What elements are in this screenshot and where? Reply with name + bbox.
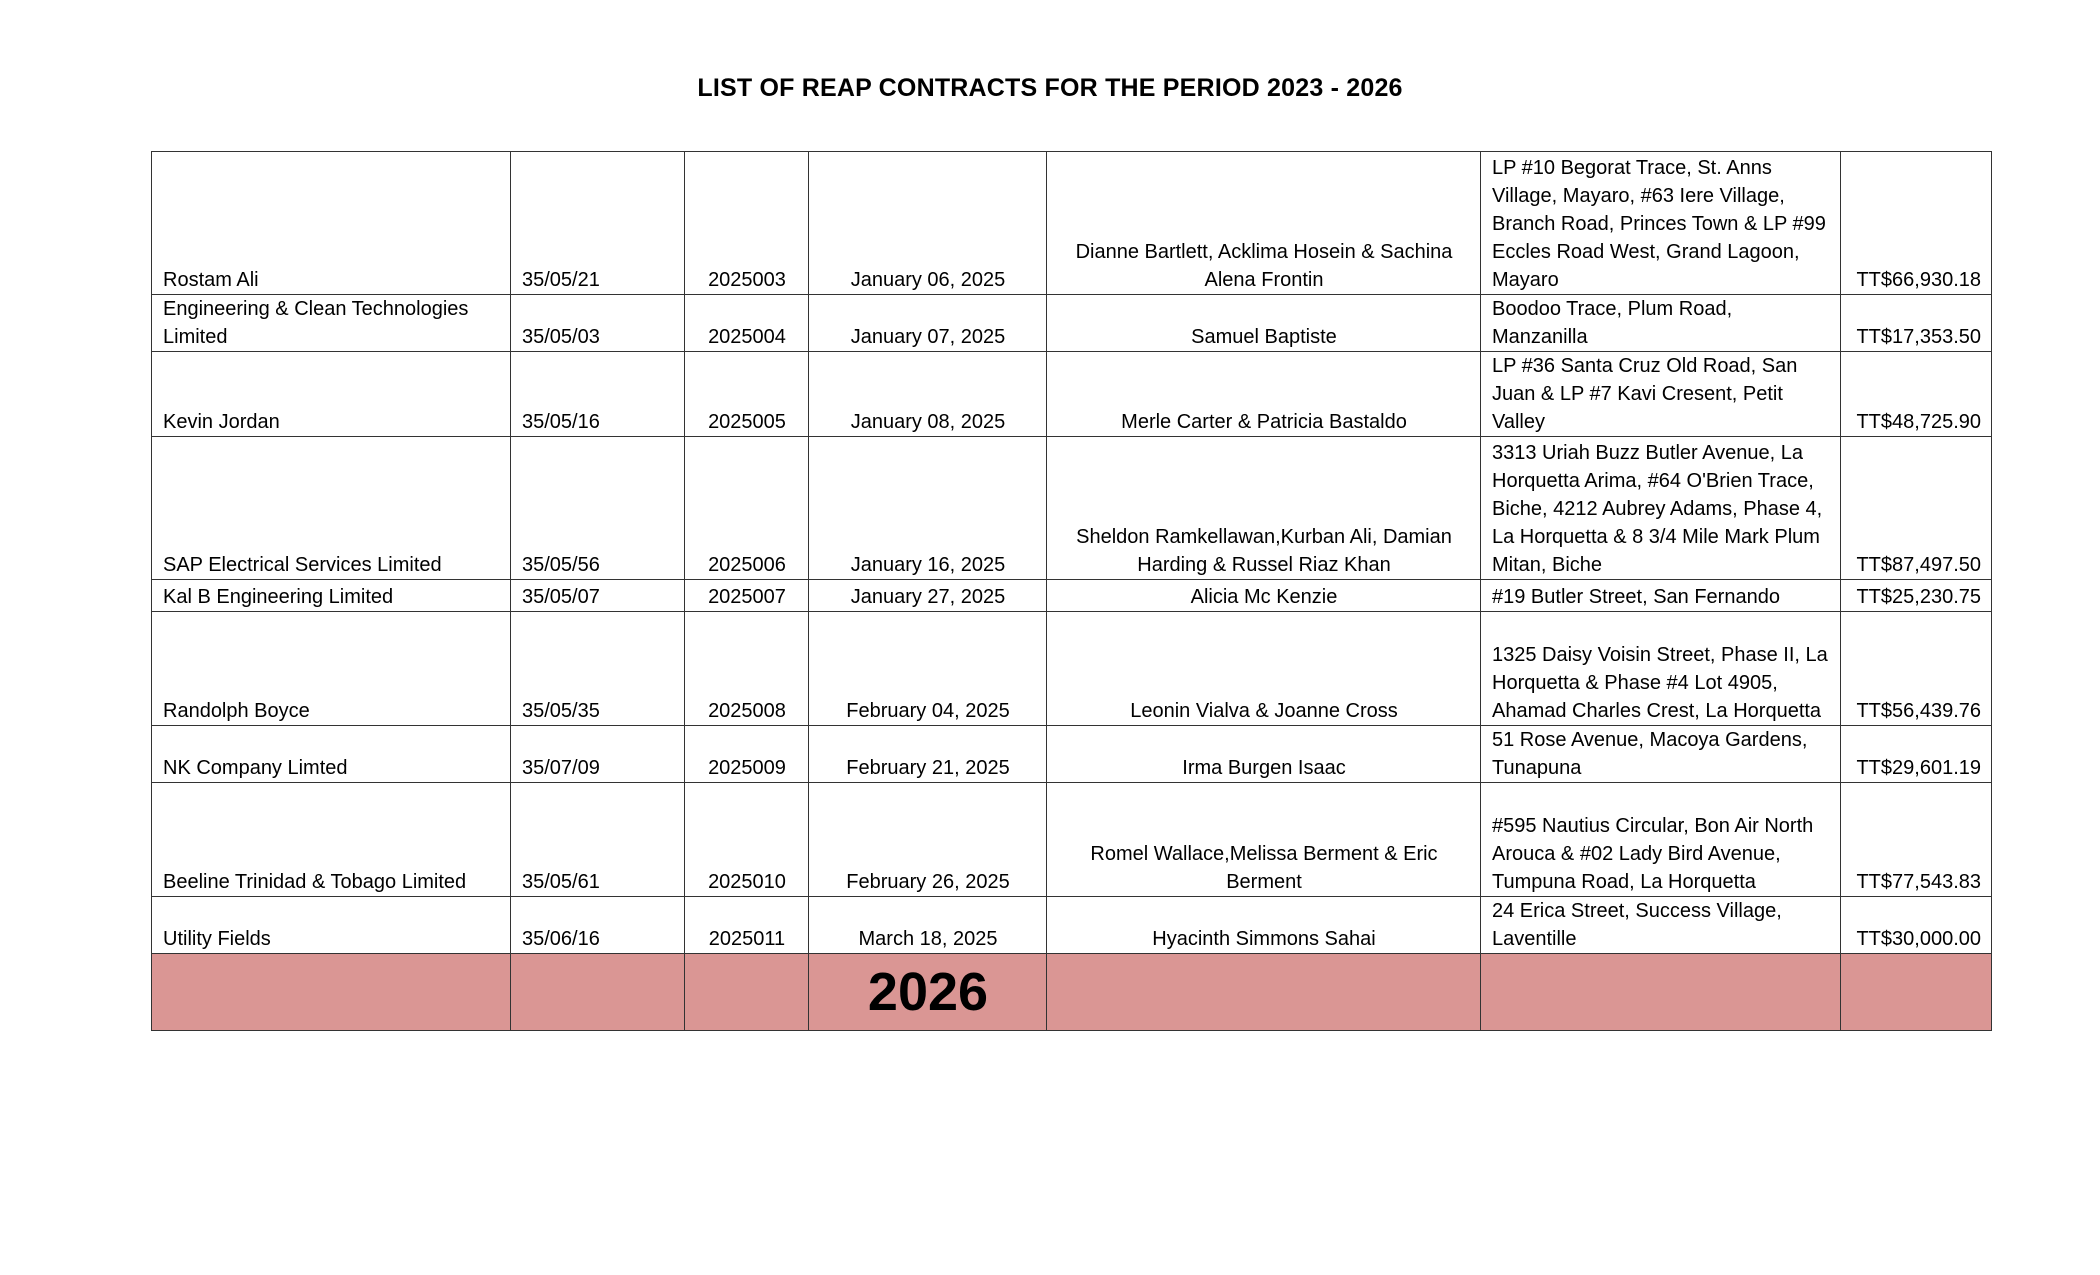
amount-cell: TT$30,000.00 <box>1841 897 1992 954</box>
table-row <box>152 612 1992 726</box>
beneficiaries-cell: Irma Burgen Isaac <box>1047 726 1481 783</box>
contract-number-cell: 2025006 <box>685 437 809 580</box>
amount-cell: TT$56,439.76 <box>1841 612 1992 726</box>
contractor-cell: Kal B Engineering Limited <box>152 580 511 612</box>
table-row <box>152 783 1992 897</box>
table-row <box>152 580 1992 612</box>
empty-cell <box>511 954 685 1031</box>
empty-cell <box>685 954 809 1031</box>
amount-cell: TT$25,230.75 <box>1841 580 1992 612</box>
amount-cell: TT$17,353.50 <box>1841 295 1992 352</box>
contract-number-cell: 2025003 <box>685 152 809 295</box>
location-cell: 24 Erica Street, Success Village, Laventille <box>1481 897 1841 954</box>
reference-cell: 35/05/56 <box>511 437 685 580</box>
contract-number-cell: 2025009 <box>685 726 809 783</box>
amount-cell: TT$66,930.18 <box>1841 152 1992 295</box>
year-banner: 2026 <box>809 954 1047 1031</box>
amount-cell: TT$77,543.83 <box>1841 783 1992 897</box>
table-row <box>152 726 1992 783</box>
amount-cell: TT$87,497.50 <box>1841 437 1992 580</box>
reference-cell: 35/06/16 <box>511 897 685 954</box>
contractor-cell: NK Company Limted <box>152 726 511 783</box>
table-row <box>152 352 1992 437</box>
contractor-cell: Utility Fields <box>152 897 511 954</box>
contractor-cell: Randolph Boyce <box>152 612 511 726</box>
reference-cell: 35/05/21 <box>511 152 685 295</box>
date-cell: February 04, 2025 <box>809 612 1047 726</box>
location-cell: 1325 Daisy Voisin Street, Phase II, La Horquetta & Phase #4 Lot 4905, Ahamad Charles Crest, La Horquetta <box>1481 612 1841 726</box>
table-row <box>152 152 1992 295</box>
table-row <box>152 897 1992 954</box>
contract-number-cell: 2025005 <box>685 352 809 437</box>
reference-cell: 35/05/03 <box>511 295 685 352</box>
contracts-table <box>151 151 1992 1031</box>
date-cell: January 16, 2025 <box>809 437 1047 580</box>
contract-number-cell: 2025008 <box>685 612 809 726</box>
reference-cell: 35/05/16 <box>511 352 685 437</box>
reference-cell: 35/05/61 <box>511 783 685 897</box>
date-cell: January 27, 2025 <box>809 580 1047 612</box>
location-cell: #19 Butler Street, San Fernando <box>1481 580 1841 612</box>
date-cell: February 21, 2025 <box>809 726 1047 783</box>
beneficiaries-cell: Hyacinth Simmons Sahai <box>1047 897 1481 954</box>
reference-cell: 35/05/07 <box>511 580 685 612</box>
date-cell: March 18, 2025 <box>809 897 1047 954</box>
contract-number-cell: 2025011 <box>685 897 809 954</box>
reference-cell: 35/05/35 <box>511 612 685 726</box>
date-cell: January 06, 2025 <box>809 152 1047 295</box>
date-cell: February 26, 2025 <box>809 783 1047 897</box>
empty-cell <box>1481 954 1841 1031</box>
empty-cell <box>152 954 511 1031</box>
amount-cell: TT$48,725.90 <box>1841 352 1992 437</box>
location-cell: LP #10 Begorat Trace, St. Anns Village, Mayaro, #63 Iere Village, Branch Road, Princes Town & LP #99 Eccles Road West, Grand Lagoon, Mayaro <box>1481 152 1841 295</box>
contract-number-cell: 2025004 <box>685 295 809 352</box>
contractor-cell: Rostam Ali <box>152 152 511 295</box>
contract-number-cell: 2025010 <box>685 783 809 897</box>
empty-cell <box>1047 954 1481 1031</box>
table-row <box>152 295 1992 352</box>
beneficiaries-cell: Dianne Bartlett, Acklima Hosein & Sachina Alena Frontin <box>1047 152 1481 295</box>
beneficiaries-cell: Merle Carter & Patricia Bastaldo <box>1047 352 1481 437</box>
beneficiaries-cell: Romel Wallace,Melissa Berment & Eric Berment <box>1047 783 1481 897</box>
location-cell: 51 Rose Avenue, Macoya Gardens, Tunapuna <box>1481 726 1841 783</box>
beneficiaries-cell: Sheldon Ramkellawan,Kurban Ali, Damian Harding & Russel Riaz Khan <box>1047 437 1481 580</box>
contract-number-cell: 2025007 <box>685 580 809 612</box>
year-banner-row <box>152 954 1992 1031</box>
location-cell: Boodoo Trace, Plum Road, Manzanilla <box>1481 295 1841 352</box>
contractor-cell: Kevin Jordan <box>152 352 511 437</box>
beneficiaries-cell: Alicia Mc Kenzie <box>1047 580 1481 612</box>
amount-cell: TT$29,601.19 <box>1841 726 1992 783</box>
location-cell: LP #36 Santa Cruz Old Road, San Juan & LP #7 Kavi Cresent, Petit Valley <box>1481 352 1841 437</box>
contractor-cell: SAP Electrical Services Limited <box>152 437 511 580</box>
location-cell: #595 Nautius Circular, Bon Air North Arouca & #02 Lady Bird Avenue, Tumpuna Road, La Horquetta <box>1481 783 1841 897</box>
reference-cell: 35/07/09 <box>511 726 685 783</box>
beneficiaries-cell: Samuel Baptiste <box>1047 295 1481 352</box>
date-cell: January 08, 2025 <box>809 352 1047 437</box>
contractor-cell: Beeline Trinidad & Tobago Limited <box>152 783 511 897</box>
table-row <box>152 437 1992 580</box>
location-cell: 3313 Uriah Buzz Butler Avenue, La Horquetta Arima, #64 O'Brien Trace, Biche, 4212 Aubrey Adams, Phase 4, La Horquetta & 8 3/4 Mile Mark Plum Mitan, Biche <box>1481 437 1841 580</box>
date-cell: January 07, 2025 <box>809 295 1047 352</box>
beneficiaries-cell: Leonin Vialva & Joanne Cross <box>1047 612 1481 726</box>
page-title: LIST OF REAP CONTRACTS FOR THE PERIOD 2023 - 2026 <box>697 74 1403 102</box>
empty-cell <box>1841 954 1992 1031</box>
contractor-cell: Engineering & Clean Technologies Limited <box>152 295 511 352</box>
